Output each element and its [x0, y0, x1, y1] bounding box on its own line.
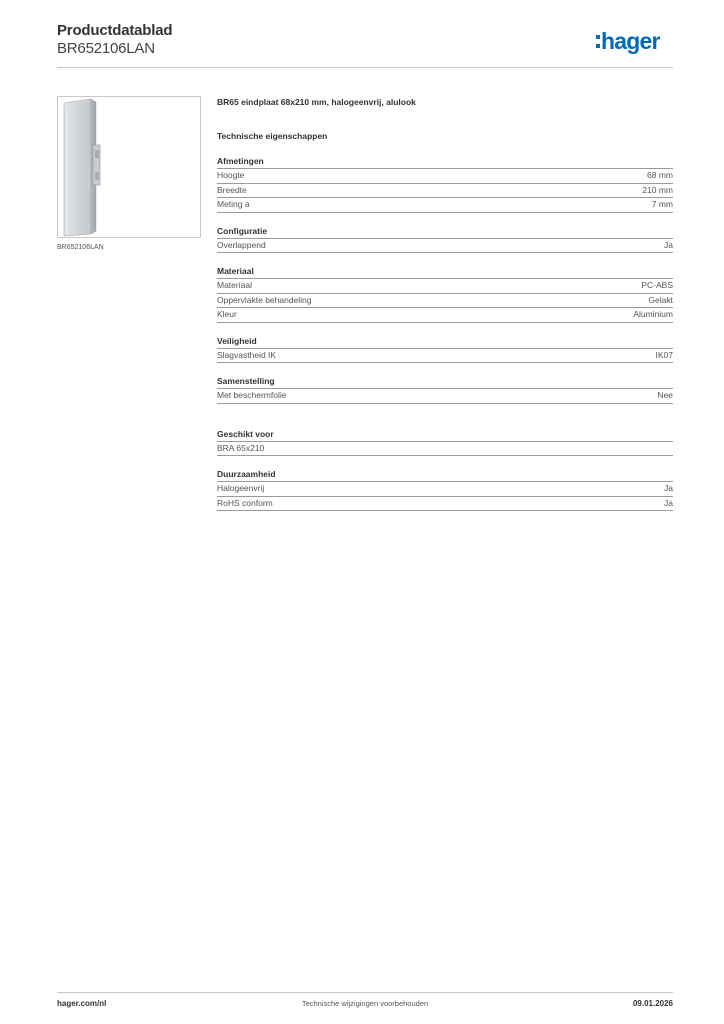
section-afmetingen	[217, 155, 673, 213]
table-row	[217, 239, 673, 254]
table-row	[217, 184, 673, 199]
website-link[interactable]: hager.com/nl	[57, 999, 107, 1008]
header-divider	[57, 67, 673, 68]
logo-dots-icon	[596, 35, 600, 53]
row-value: Gelakt	[648, 294, 673, 305]
section-title: Configuratie	[217, 225, 673, 239]
section-title: Materiaal	[217, 265, 673, 279]
row-label: Oppervlakte behandeling	[217, 294, 312, 305]
row-label: Slagvastheid IK	[217, 349, 277, 360]
row-value: Ja	[664, 483, 673, 493]
row-value: IK07	[655, 349, 673, 360]
document-date: 09.01.2026	[632, 999, 673, 1008]
section-title: Samenstelling	[217, 375, 673, 389]
row-label: Met beschermfolie	[217, 390, 287, 400]
row-label: Materiaal	[217, 280, 252, 290]
section-samenstelling	[217, 375, 673, 404]
row-label: Hoogte	[217, 170, 245, 180]
product-title: BR65 eindplaat 68x210 mm, halogeenvrij, alulook	[217, 97, 416, 107]
end-plate-illustration	[58, 97, 200, 237]
section-title: Veiligheid	[217, 335, 673, 349]
table-row	[217, 497, 673, 512]
row-value: 210 mm	[642, 184, 673, 195]
table-row	[217, 294, 673, 309]
table-row	[217, 279, 673, 294]
table-row	[217, 349, 673, 364]
row-value: Ja	[664, 497, 673, 508]
page-footer	[57, 992, 673, 1013]
section-duurzaamheid	[217, 468, 673, 511]
section-materiaal	[217, 265, 673, 323]
section-configuratie	[217, 225, 673, 254]
table-row	[217, 198, 673, 213]
section-title: Duurzaamheid	[217, 468, 673, 482]
document-title: Productdatablad	[57, 22, 173, 39]
page-header	[57, 20, 673, 68]
logo-text: hager	[601, 28, 660, 54]
disclaimer-text: Technische wijzigingen voorbehouden	[301, 999, 429, 1008]
row-label: Halogeenvrij	[217, 483, 265, 493]
row-value: PC-ABS	[641, 280, 673, 290]
technical-properties-heading: Technische eigenschappen	[217, 131, 328, 141]
row-value: Ja	[664, 239, 673, 250]
row-label: BRA 65x210	[217, 442, 265, 453]
table-row	[217, 169, 673, 184]
table-row	[217, 482, 673, 497]
row-label: Overlappend	[217, 239, 266, 250]
product-details	[217, 95, 673, 511]
row-label: Breedte	[217, 184, 247, 195]
row-value: 68 mm	[647, 170, 673, 180]
image-caption: BR652106LAN	[57, 244, 104, 251]
section-geschikt-voor	[217, 428, 673, 457]
section-title: Afmetingen	[217, 155, 673, 169]
product-code: BR652106LAN	[57, 40, 155, 57]
hager-logo[interactable]	[593, 26, 673, 56]
table-row	[217, 389, 673, 404]
product-image	[57, 96, 201, 238]
row-label: RoHS conform	[217, 497, 273, 508]
table-row	[217, 308, 673, 323]
row-value: Aluminium	[633, 309, 673, 319]
table-row	[217, 442, 673, 457]
row-label: Kleur	[217, 309, 237, 319]
row-value: Nee	[657, 390, 673, 400]
row-value: 7 mm	[651, 199, 673, 209]
section-title: Geschikt voor	[217, 428, 673, 442]
section-veiligheid	[217, 335, 673, 364]
row-label: Meting a	[217, 199, 250, 209]
